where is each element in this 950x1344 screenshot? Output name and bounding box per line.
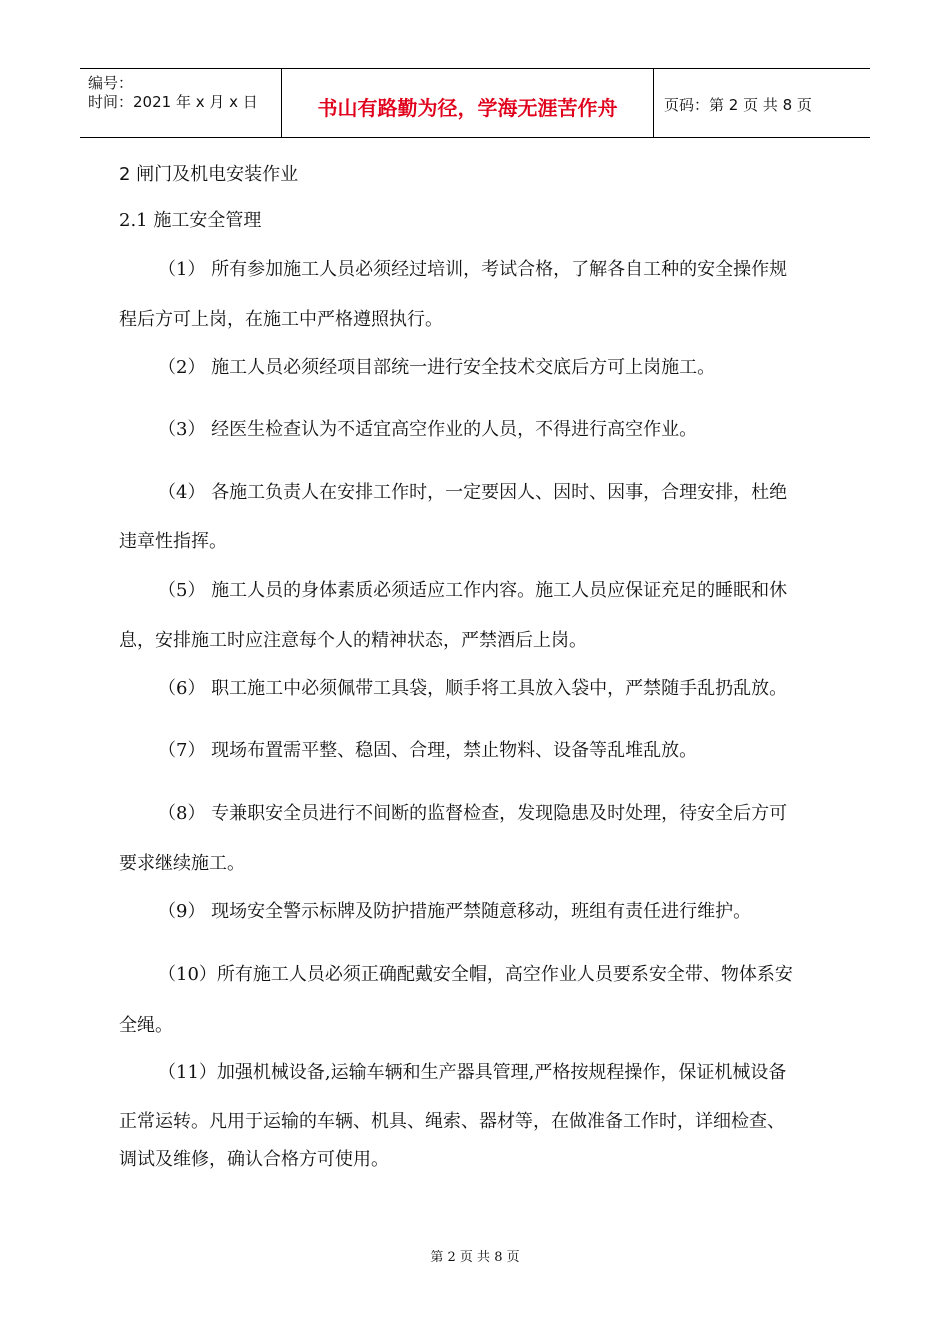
paragraph-line: 全绳。	[119, 1015, 173, 1036]
document-date: 时间：2021 年 x 月 x 日	[88, 93, 258, 111]
header-page-cell	[654, 69, 870, 137]
page-header	[80, 68, 870, 138]
paragraph-line: （9） 现场安全警示标牌及防护措施严禁随意移动，班组有责任进行维护。	[158, 901, 752, 922]
section-subtitle: 2.1 施工安全管理	[119, 210, 262, 231]
paragraph-line: 正常运转。凡用于运输的车辆、机具、绳索、器材等，在做准备工作时，详细检查、	[119, 1111, 785, 1132]
paragraph-line: （1） 所有参加施工人员必须经过培训，考试合格，了解各自工种的安全操作规	[158, 259, 788, 280]
paragraph-line: （10）所有施工人员必须正确配戴安全帽，高空作业人员要系安全带、物体系安	[158, 964, 793, 985]
paragraph-line: （8） 专兼职安全员进行不间断的监督检查，发现隐患及时处理，待安全后方可	[158, 803, 788, 824]
paragraph-line: 要求继续施工。	[119, 853, 245, 874]
paragraph-line: 息，安排施工时应注意每个人的精神状态，严禁酒后上岗。	[119, 630, 587, 651]
paragraph-line: （3） 经医生检查认为不适宜高空作业的人员，不得进行高空作业。	[158, 419, 698, 440]
page-footer: 第 2 页 共 8 页	[430, 1250, 520, 1265]
header-meta-cell	[80, 69, 282, 137]
paragraph-line: （7） 现场布置需平整、稳固、合理，禁止物料、设备等乱堆乱放。	[158, 740, 698, 761]
paragraph-line: 违章性指挥。	[119, 531, 227, 552]
paragraph-line: （6） 职工施工中必须佩带工具袋，顺手将工具放入袋中，严禁随手乱扔乱放。	[158, 678, 788, 699]
header-motto-cell	[282, 69, 654, 137]
paragraph-line: （2） 施工人员必须经项目部统一进行安全技术交底后方可上岗施工。	[158, 357, 716, 378]
paragraph-line: （11）加强机械设备,运输车辆和生产器具管理,严格按规程操作，保证机械设备	[158, 1062, 787, 1083]
section-title: 2 闸门及机电安装作业	[119, 164, 299, 185]
paragraph-line: （5） 施工人员的身体素质必须适应工作内容。施工人员应保证充足的睡眠和休	[158, 580, 788, 601]
header-page-info: 页码：第 2 页 共 8 页	[664, 96, 812, 114]
paragraph-line: 程后方可上岗，在施工中严格遵照执行。	[119, 309, 443, 330]
paragraph-line: 调试及维修，确认合格方可使用。	[119, 1149, 389, 1170]
document-id-label: 编号：	[88, 74, 134, 92]
header-motto: 书山有路勤为径，学海无涯苦作舟	[317, 96, 618, 120]
paragraph-line: （4） 各施工负责人在安排工作时，一定要因人、因时、因事，合理安排，杜绝	[158, 482, 788, 503]
